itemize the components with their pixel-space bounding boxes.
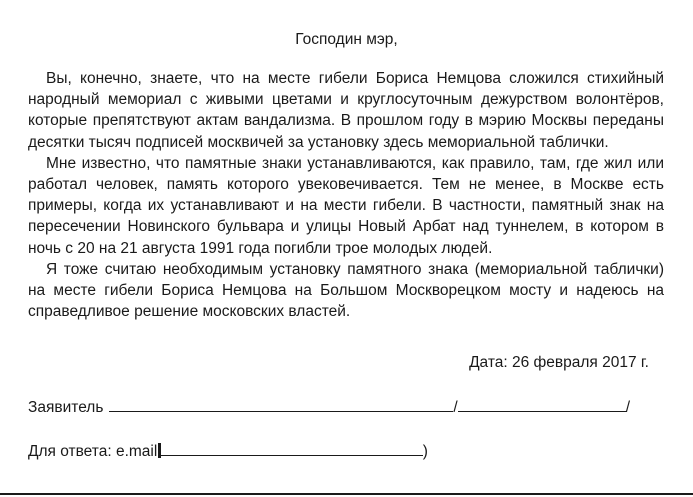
applicant-separator: /: [453, 399, 458, 416]
applicant-row: [28, 396, 630, 418]
paragraph: Вы, конечно, знаете, что на месте гибели Бориса Немцова сложился стихийный народный мемориал с живыми цветами и круглосуточным дежурством волонтёров, которые препятствуют актам вандализма. В прошлом году в мэрию Москвы переданы десятки тысяч подписей москвичей за установку здесь мемориальной таблички.: [28, 70, 664, 151]
paragraph: Я тоже считаю необходимым установку памятного знака (мемориальной таблички) на месте гибели Бориса Немцова на Большом Москворецком мосту и надеюсь на справедливое решение московских властей.: [28, 260, 664, 321]
reply-end-mark: ): [422, 443, 428, 460]
reply-row: [28, 440, 428, 462]
letter-body: [28, 68, 664, 322]
greeting: Господин мэр,: [295, 31, 398, 48]
date-line: Дата: 26 февраля 2017 г.: [469, 354, 649, 371]
paragraph: Мне известно, что памятные знаки устанавливаются, как правило, там, где жил или работал человек, память которого увековечивается. Тем не менее, в Москве есть примеры, когда их устанавливают и на мести гибели. В частности, памятный знак на пересечении Новинского бульвара и улицы Новый Арбат над туннелем, в котором в ночь с 20 на 21 августа 1991 года погибли трое молодых людей.: [28, 154, 664, 257]
reply-label: Для ответа: e.mail: [28, 443, 158, 460]
email-field[interactable]: [161, 440, 423, 456]
applicant-end-mark: /: [625, 399, 631, 416]
applicant-label: Заявитель: [28, 399, 104, 416]
applicant-signature-field[interactable]: [458, 396, 626, 412]
applicant-name-field[interactable]: [109, 396, 453, 412]
bottom-divider: [0, 493, 693, 495]
